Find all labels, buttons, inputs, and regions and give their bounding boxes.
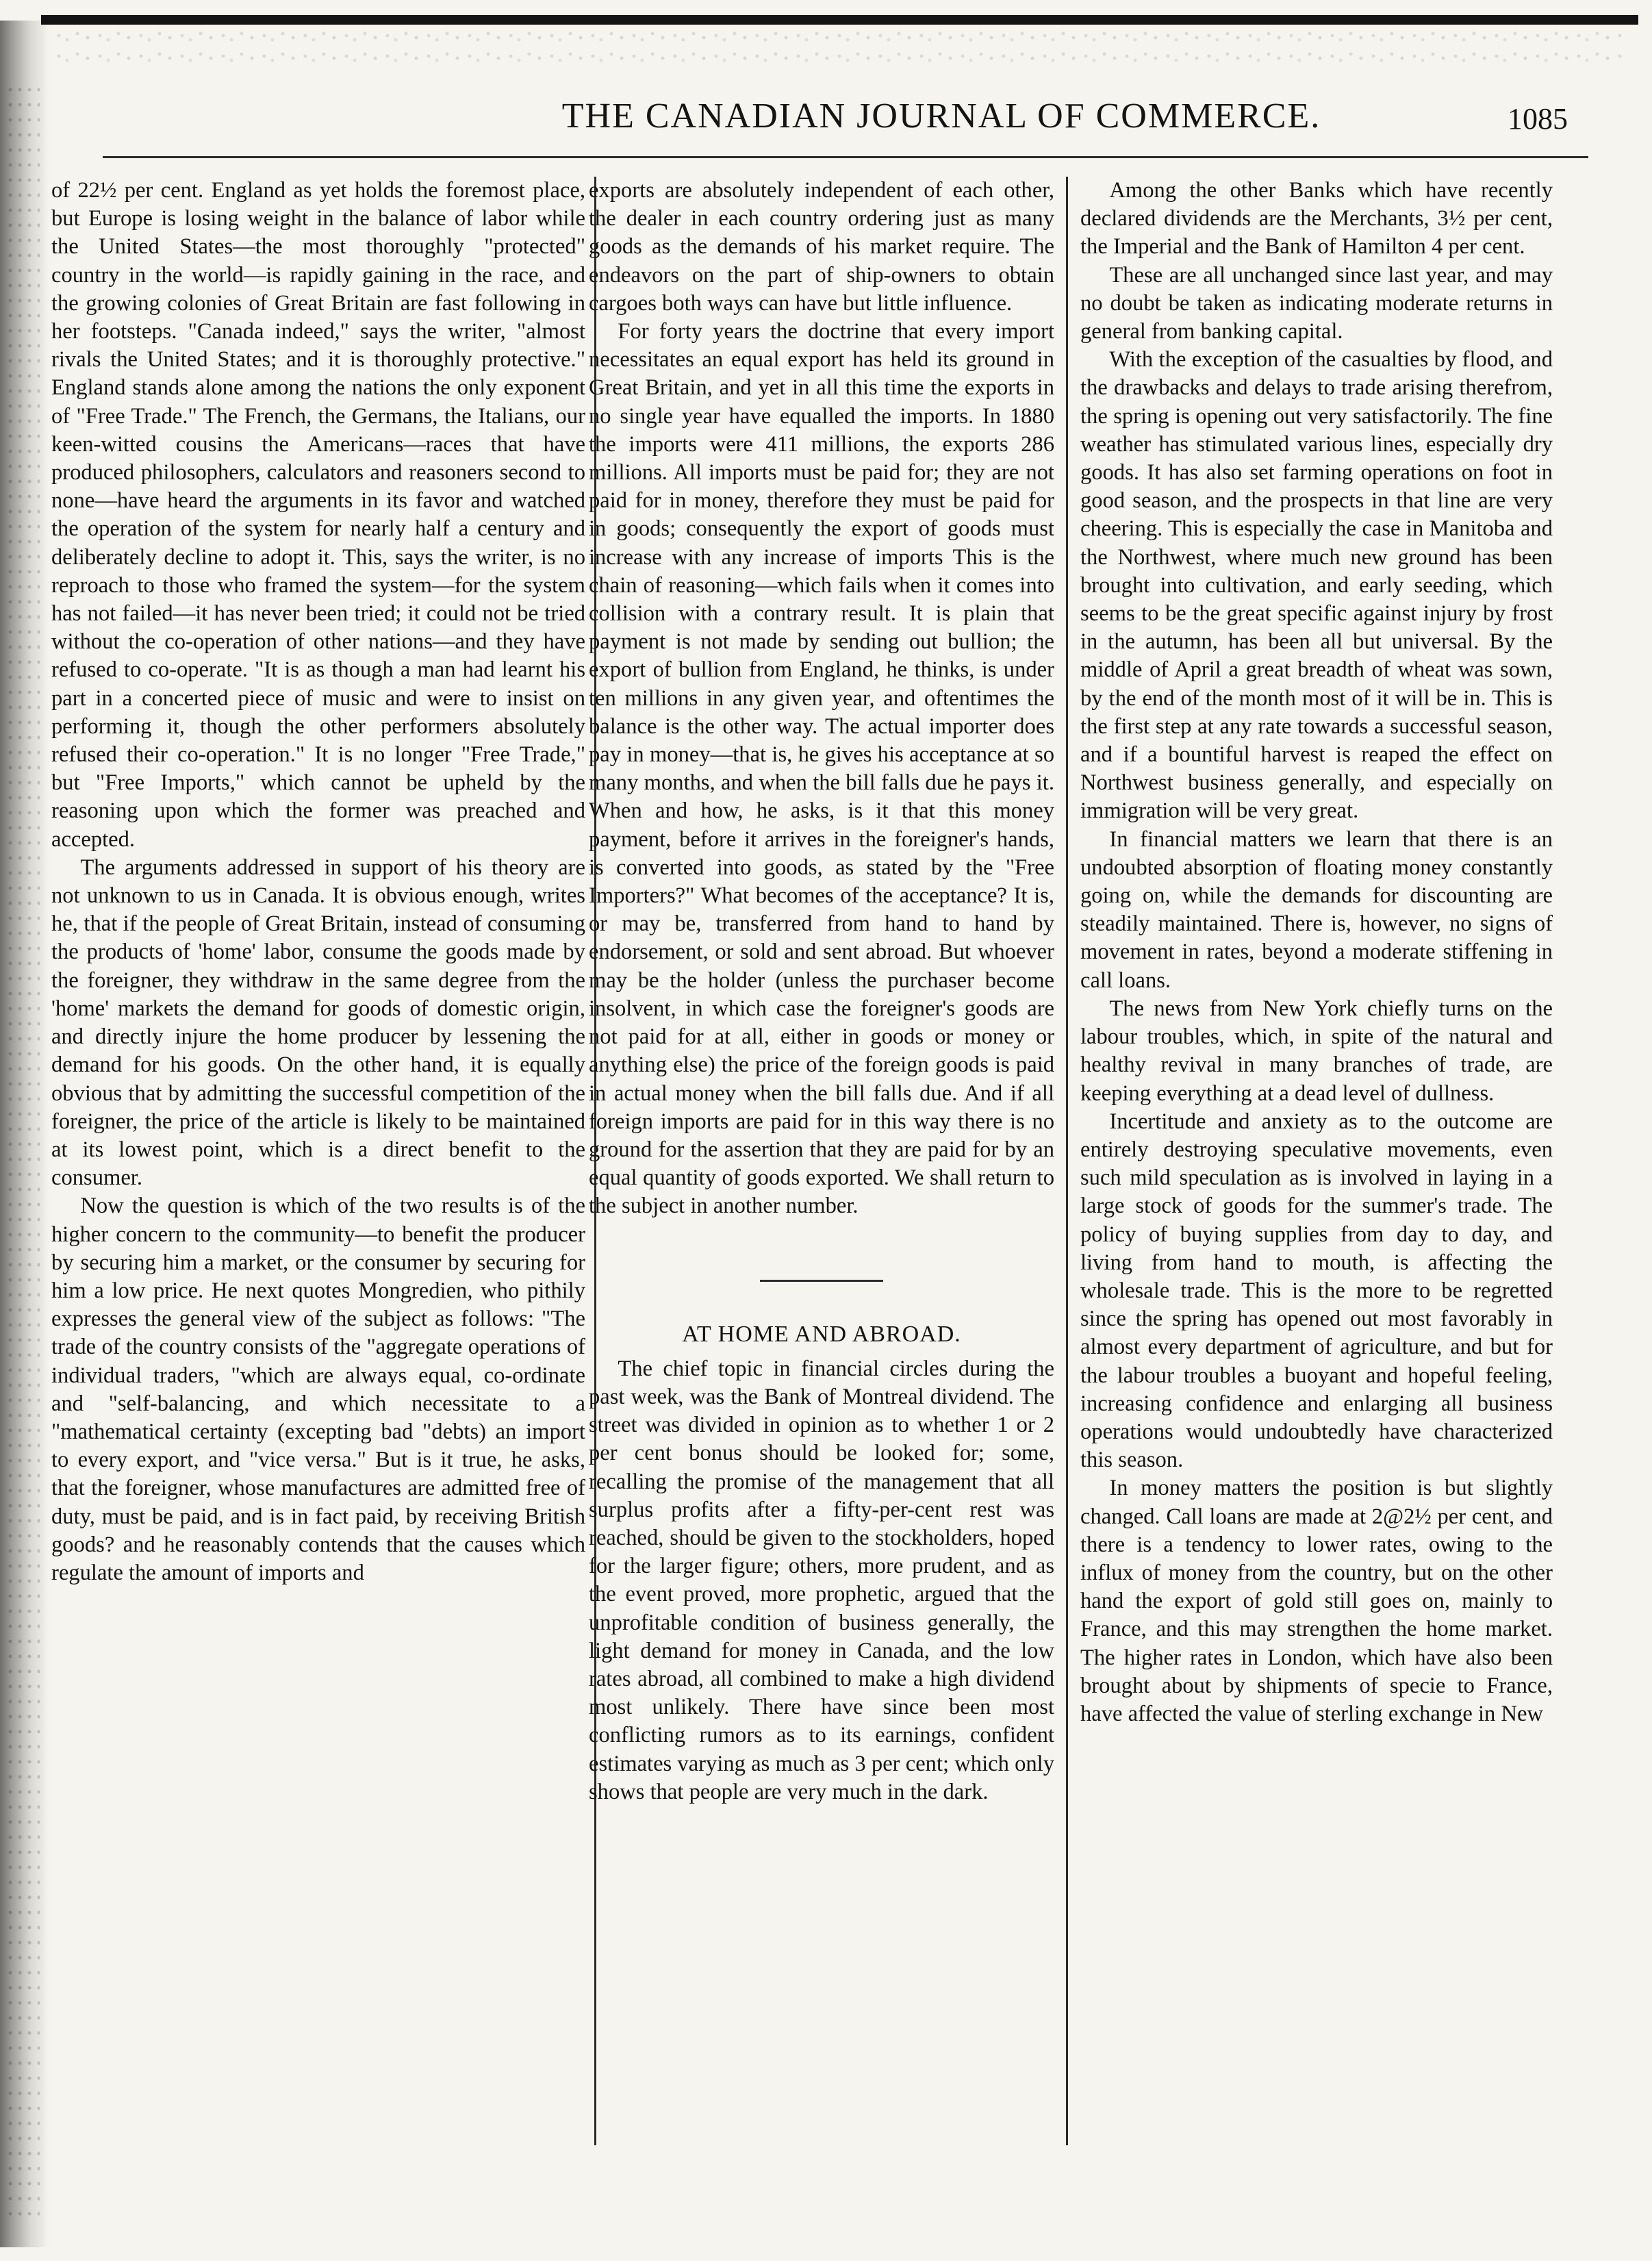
paragraph: Among the other Banks which have recently declared dividends are the Merchants, 3½ per cent, the Imperial and the Bank of Hamilton 4 per cent. [1080,178,1553,260]
paragraph: With the exception of the casualties by flood, and the drawbacks and delays to trade arising therefrom, the spring is opening out very satisfactorily. The fine weather has stimulated various lines, especially dry goods. It has also set farming operations on foot in good season, and the prospects in that line are very cheering. This is especially the case in Manitoba and the Northwest, where much new ground has been brought into cultivation, and early seeding, which seems to be the great specific against injury by frost in the autumn, has been all but universal. By the middle of April a great breadth of wheat was sown, by the end of the month most of it will be in. This is the first step at any rate towards a successful season, and if a bountiful harvest is reaped the effect on Northwest business generally, and especially on immigration will be very great. [1080,347,1553,824]
section-rule [760,1280,883,1282]
scan-noise [55,27,1625,68]
binding-noise [5,82,40,2220]
paragraph: Now the question is which of the two results is of the higher concern to the community—to benefit the producer by securing him a market, or the consumer by securing for him a low price. He next quotes Mongredien, who pithily expresses the general view of the subject as follows: "The trade of the country consists of the "aggregate operations of individual traders, "which are always equal, co-ordinate and "self-balancing, and which necessitate to a "mathematical certainty (excepting bad "debts) an import to every export, and "vice versa." But is it true, he asks, that the foreigner, whose manufactures are admitted free of duty, must be paid, and is in fact paid, by receiving British goods? and he reasonably contends that the causes which regulate the amount of imports and [51,1193,585,1585]
section-heading: AT HOME AND ABROAD. [682,1321,961,1347]
journal-title: THE CANADIAN JOURNAL OF COMMERCE. [561,97,1321,136]
paragraph: In financial matters we learn that there is an undoubted absorption of floating money constantly going on, while the demands for discounting are steadily maintained. There is, however, no signs of movement in rates, beyond a moderate stiffening in call loans. [1080,826,1553,993]
paragraph: In money matters the position is but slightly changed. Call loans are made at 2@2½ per cent, and there is a tendency to lower rates, owing to the influx of money from the country, but on the other hand the export of gold still goes on, mainly to France, and this may strengthen the home market. The higher rates in London, which have also been brought about by shipments of specie to France, have affected the value of sterling exchange in New [1080,1476,1553,1726]
column-1 [51,177,585,1587]
paragraph: exports are absolutely independent of each other, the dealer in each country ordering just as many goods as the demands of his market require. The endeavors on the part of ship-owners to obtain cargoes both ways can have but little influence. [589,178,1054,316]
paragraph: The chief topic in financial circles during the past week, was the Bank of Montreal dividend. The street was divided in opinion as to whether 1 or 2 per cent bonus should be looked for; some, recalling the promise of the management that all surplus profits after a fifty-per-cent rest was reached, should be given to the stockholders, hoped for the larger figure; others, more prudent, and as the event proved, more prophetic, argued that the unprofitable condition of business generally, the light demand for money in Canada, and the low rates abroad, all combined to make a high dividend most unlikely. There have since been most conflicting rumors as to its earnings, confident estimates varying as much as 3 per cent; which only shows that people are very much in the dark. [589,1356,1054,1804]
column-divider [1066,177,1068,2145]
page-number: 1085 [1508,102,1568,136]
paragraph: For forty years the doctrine that every import necessitates an equal export has held its ground in Great Britain, and yet in all this time the exports in no single year have equalled the imports. In 1880 the imports were 411 millions, the exports 286 millions. All imports must be paid for; they are not paid for in money, therefore they must be paid for in goods; consequently the export of goods must increase with any increase of imports This is the chain of reasoning—which fails when it comes into collision with a contrary result. It is plain that payment is not made by sending out bullion; the export of bullion from England, he thinks, is under ten millions in any given year, and oftentimes the balance is the other way. The actual importer does pay in money—that is, he gives his acceptance at so many months, and when the bill falls due he pays it. When and how, he asks, is it that this money payment, before it arrives in the foreigner's hands, is converted into goods, as stated by the "Free Importers?" What becomes of the acceptance? It is, or may be, transferred from hand to hand by endorsement, or sold and sent abroad. But whoever may be the holder (unless the purchaser become insolvent, in which case the foreigner's goods are not paid for at all, either in goods or money or anything else) the price of the foreign goods is paid in actual money when the bill falls due. And if all foreign imports are paid for in this way there is no ground for the assertion that they are paid for by an equal quantity of goods exported. We shall return to the subject in another number. [589,319,1054,1219]
paragraph: Incertitude and anxiety as to the outcome are entirely destroying speculative movements, even such mild speculation as is involved in laying in a large stock of goods for the summer's trade. The policy of buying supplies from day to day, and living from hand to mouth, is affecting the wholesale trade. This is the more to be regretted since the spring has opened out most favorably in almost every department of agriculture, and but for the labour troubles a buoyant and hopeful feeling, increasing confidence and enlarging all business operations would undoubtedly have characterized this season. [1080,1109,1553,1473]
paragraph: These are all unchanged since last year, and may no doubt be taken as indicating moderate returns in general from banking capital. [1080,262,1553,344]
column-2 [589,177,1054,1806]
column-3 [1080,177,1553,1728]
paragraph: The arguments addressed in support of his theory are not unknown to us in Canada. It is obvious enough, writes he, that if the people of Great Britain, instead of consuming the products of 'home' labor, consume the goods made by the foreigner, they withdraw in the same degree from the 'home' markets the demand for goods of domestic origin, and directly injure the home producer by lessening the demand for his goods. On the other hand, it is equally obvious that by admitting the successful competition of the foreigner, the price of the article is likely to be maintained at its lowest point, which is a direct benefit to the consumer. [51,855,585,1191]
header-rule [103,156,1588,158]
top-scan-border [41,15,1638,25]
paragraph: of 22½ per cent. England as yet holds the foremost place, but Europe is losing weight in the balance of labor while the United States—the most thoroughly "protected" country in the world—is rapidly gaining in the race, and the growing colonies of Great Britain are fast following in her footsteps. "Canada indeed," says the writer, "almost rivals the United States; and it is thoroughly protective." England stands alone among the nations the only exponent of "Free Trade." The French, the Germans, the Italians, our keen-witted cousins the Americans—races that have produced philosophers, calculators and reasoners second to none—have heard the arguments in its favor and watched the operation of the system for nearly half a century and deliberately decline to adopt it. This, says the writer, is no reproach to those who framed the system—for the system has not failed—it has never been tried; it could not be tried without the co-operation of other nations—and they have refused to co-operate. "It is as though a man had learnt his part in a concerted piece of music and were to insist on performing it, though the other performers absolutely refused their co-operation." It is no longer "Free Trade," but "Free Imports," which cannot be upheld by the reasoning upon which the former was preached and accepted. [51,178,585,852]
paragraph: The news from New York chiefly turns on the labour troubles, which, in spite of the natural and healthy revival in many branches of trade, are keeping everything at a dead level of dullness. [1080,996,1553,1106]
